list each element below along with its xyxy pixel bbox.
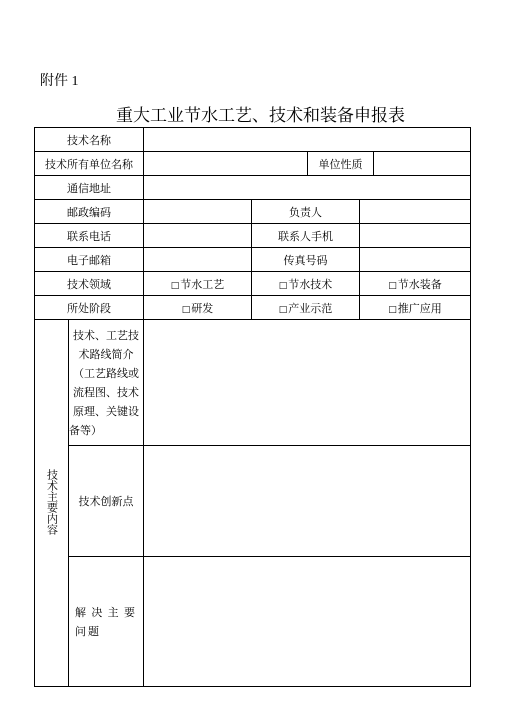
option-promotion[interactable] <box>360 296 471 320</box>
row-email <box>35 248 471 272</box>
option-label: 研发 <box>191 301 214 315</box>
checkbox-icon[interactable]: □ <box>170 280 180 291</box>
contact-mobile-label: 联系人手机 <box>252 224 360 248</box>
checkbox-icon[interactable]: □ <box>181 304 191 315</box>
attachment-label: 附件 1 <box>40 74 79 89</box>
problems-label <box>69 557 144 687</box>
checkbox-icon[interactable]: □ <box>278 280 288 291</box>
row-tech-name <box>35 128 471 152</box>
fax-label: 传真号码 <box>252 248 360 272</box>
option-label: 产业示范 <box>288 301 333 315</box>
innovation-label: 技术创新点 <box>69 446 144 557</box>
option-research[interactable] <box>144 296 252 320</box>
checkbox-icon[interactable]: □ <box>388 304 397 315</box>
tech-name-field[interactable] <box>144 128 471 152</box>
option-industrial-demo[interactable] <box>252 296 360 320</box>
problems-label-text: 解决主要问题 <box>75 605 137 638</box>
row-innovation <box>35 446 471 557</box>
leader-field[interactable] <box>360 200 471 224</box>
option-label: 节水工艺 <box>180 277 225 291</box>
tech-field-label: 技术领域 <box>35 272 144 296</box>
option-water-saving-technology[interactable] <box>252 272 360 296</box>
tech-name-label: 技术名称 <box>35 128 144 152</box>
problems-field[interactable] <box>144 557 471 687</box>
option-water-saving-equipment[interactable] <box>360 272 471 296</box>
option-label: 推广应用 <box>397 301 442 315</box>
row-tech-field <box>35 272 471 296</box>
row-postcode <box>35 200 471 224</box>
application-form-table <box>34 127 471 687</box>
phone-field[interactable] <box>144 224 252 248</box>
checkbox-icon[interactable]: □ <box>388 280 397 291</box>
checkbox-icon[interactable]: □ <box>278 304 288 315</box>
email-label: 电子邮箱 <box>35 248 144 272</box>
row-stage <box>35 296 471 320</box>
email-field[interactable] <box>144 248 252 272</box>
row-tech-route <box>35 320 471 446</box>
row-owner <box>35 152 471 176</box>
postcode-label: 邮政编码 <box>35 200 144 224</box>
address-field[interactable] <box>144 176 471 200</box>
row-address <box>35 176 471 200</box>
option-label: 节水装备 <box>397 277 442 291</box>
fax-field[interactable] <box>360 248 471 272</box>
contact-mobile-field[interactable] <box>360 224 471 248</box>
tech-route-field[interactable] <box>144 320 471 446</box>
main-content-label-text: 技术主要内容 <box>45 468 59 535</box>
innovation-field[interactable] <box>144 446 471 557</box>
unit-nature-label: 单位性质 <box>308 152 374 176</box>
option-label: 节水技术 <box>288 277 333 291</box>
main-content-label <box>35 320 69 687</box>
unit-nature-field[interactable] <box>374 152 471 176</box>
stage-label: 所处阶段 <box>35 296 144 320</box>
owner-field[interactable] <box>144 152 308 176</box>
row-problems <box>35 557 471 687</box>
owner-label: 技术所有单位名称 <box>35 152 144 176</box>
phone-label: 联系电话 <box>35 224 144 248</box>
leader-label: 负责人 <box>252 200 360 224</box>
address-label: 通信地址 <box>35 176 144 200</box>
row-phone <box>35 224 471 248</box>
form-title: 重大工业节水工艺、技术和装备申报表 <box>116 106 405 126</box>
postcode-field[interactable] <box>144 200 252 224</box>
tech-route-label: 技术、工艺技术路线简介（工艺路线或流程图、技术原理、关键设备等） <box>69 320 144 446</box>
option-water-saving-process[interactable] <box>144 272 252 296</box>
